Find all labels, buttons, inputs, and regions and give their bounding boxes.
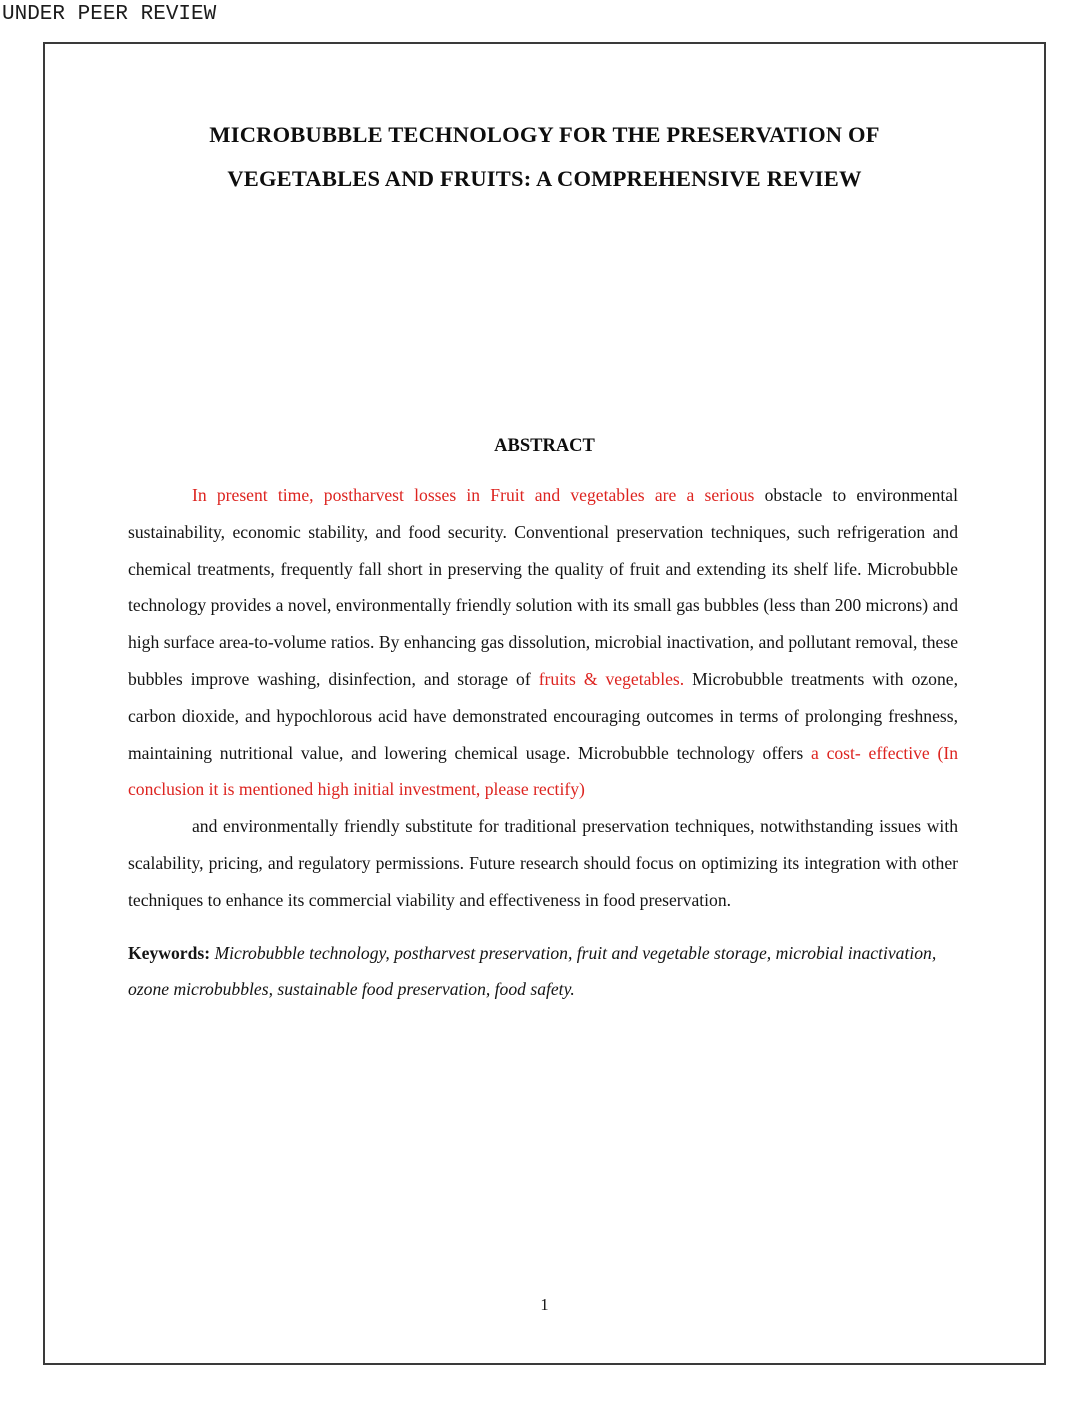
- manuscript-page: [43, 42, 1046, 1365]
- abstract-body: [128, 477, 958, 1008]
- reviewer-annotation-intro: In present time, postharvest losses in Fruit and vegetables are a serious: [192, 485, 765, 505]
- peer-review-watermark: UNDER PEER REVIEW: [2, 3, 217, 26]
- page-number: 1: [540, 1295, 549, 1314]
- abstract-text-2: Microbubble treatments with ozone, carbon dioxide, and hypochlorous acid have demonstrated encouraging outcomes in terms of prolonging freshness, maintaining nutritional value, and lowering chemical usage. Microbubble technology offers: [128, 668, 958, 763]
- paper-title-line2: VEGETABLES AND FRUITS: A COMPREHENSIVE REVIEW: [227, 166, 862, 191]
- keywords-line: [128, 935, 958, 1009]
- paper-title: [45, 113, 1044, 201]
- keywords-label: Keywords:: [128, 942, 211, 963]
- abstract-text-1: obstacle to environmental sustainability, economic stability, and food security. Conventional preservation techniques, such refrigeration and chemical treatments, frequently fall short in preserving the quality of fruit and extending its shelf life. Microbubble technology provides a novel, environmentally friendly solution with its small gas bubbles (less than 200 microns) and high surface area-to-volume ratios. By enhancing gas dissolution, microbial inactivation, and pollutant removal, these bubbles improve washing, disinfection, and storage of: [128, 485, 958, 689]
- paper-title-line1: MICROBUBBLE TECHNOLOGY FOR THE PRESERVATION OF: [209, 122, 880, 147]
- keywords-list: Microbubble technology, postharvest preservation, fruit and vegetable storage, microbial inactivation, ozone microbubbles, sustainable food preservation, food safety.: [128, 942, 937, 1000]
- abstract-paragraph-2: and environmentally friendly substitute for traditional preservation techniques, notwithstanding issues with scalability, pricing, and regulatory permissions. Future research should focus on optimizing its integration with other techniques to enhance its commercial viability and effectiveness in food preservation.: [128, 816, 958, 910]
- abstract-paragraph-1: [128, 477, 958, 808]
- reviewer-annotation-conclusion: a cost- effective (In conclusion it is mentioned high initial investment, please rectify): [128, 742, 958, 800]
- abstract-heading: ABSTRACT: [494, 436, 595, 456]
- reviewer-annotation-fruits: fruits & vegetables.: [538, 668, 685, 689]
